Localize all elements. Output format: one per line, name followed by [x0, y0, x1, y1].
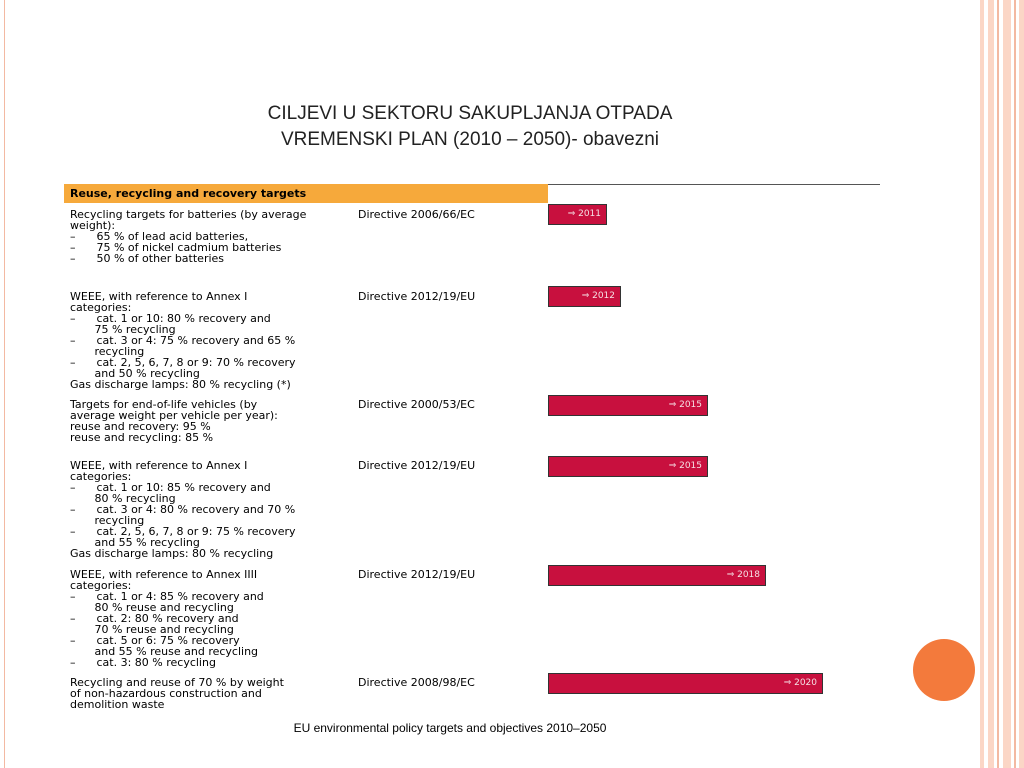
right-stripe	[980, 0, 984, 768]
right-stripe	[988, 0, 994, 768]
left-border-line	[4, 0, 5, 768]
row-target-text: WEEE, with reference to Annex I categories: – cat. 1 or 10: 80 % recovery and 75 % recycling – cat. 3 or 4: 75 % recovery and 65 % recycling – cat. 2, 5, 6, 7, 8 or 9: 70 % recovery and 50 % recycling Gas discharge lamps: 80 % recycling (*)	[70, 290, 296, 391]
row-directive: Directive 2012/19/EU	[358, 290, 476, 303]
deadline-label: ⇒ 2011	[567, 209, 601, 219]
row-directive: Directive 2012/19/EU	[358, 459, 476, 472]
deadline-bar	[548, 456, 708, 477]
row-target-text: Targets for end-of-life vehicles (by average weight per vehicle per year): reuse and recovery: 95 % reuse and recycling: 85 %	[70, 398, 278, 444]
row-directive: Directive 2006/66/EC	[358, 208, 475, 221]
right-stripe	[1014, 0, 1016, 768]
table-header-label: Reuse, recycling and recovery targets	[70, 187, 307, 200]
deadline-label: ⇒ 2015	[668, 461, 702, 471]
slide-title-line2: VREMENSKI PLAN (2010 – 2050)- obavezni	[280, 129, 660, 150]
row-directive: Directive 2012/19/EU	[358, 568, 476, 581]
row-directive: Directive 2000/53/EC	[358, 398, 475, 411]
deadline-label: ⇒ 2018	[726, 570, 760, 580]
right-stripe	[1003, 0, 1011, 768]
targets-table	[64, 184, 880, 714]
deadline-bar	[548, 673, 823, 694]
deadline-bar	[548, 286, 621, 307]
deadline-bar	[548, 395, 708, 416]
decorative-circle	[913, 639, 975, 701]
slide-title-line1: CILJEVI U SEKTORU SAKUPLJANJA OTPADA	[267, 103, 673, 124]
right-stripe	[1019, 0, 1024, 768]
right-stripe	[997, 0, 999, 768]
header-rule	[548, 184, 880, 185]
row-target-text: Recycling and reuse of 70 % by weight of non-hazardous construction and demolition waste	[70, 676, 284, 711]
deadline-label: ⇒ 2012	[581, 291, 615, 301]
row-target-text: Recycling targets for batteries (by average weight): – 65 % of lead acid batteries, – 75 % of nickel cadmium batteries – 50 % of other batteries	[70, 208, 307, 265]
deadline-bar	[548, 565, 766, 586]
row-directive: Directive 2008/98/EC	[358, 676, 475, 689]
deadline-bar	[548, 204, 607, 225]
row-target-text: WEEE, with reference to Annex IIII categories: – cat. 1 or 4: 85 % recovery and 80 % reuse and recycling – cat. 2: 80 % recovery and 70 % reuse and recycling – cat. 5 or 6: 75 % recovery and 55 % reuse and recycling – cat. 3: 80 % recycling	[70, 568, 264, 669]
deadline-label: ⇒ 2015	[668, 400, 702, 410]
deadline-label: ⇒ 2020	[783, 678, 817, 688]
slide-caption: EU environmental policy targets and objectives 2010–2050	[293, 721, 607, 735]
table-header-bar	[64, 184, 548, 203]
row-target-text: WEEE, with reference to Annex I categories: – cat. 1 or 10: 85 % recovery and 80 % recycling – cat. 3 or 4: 80 % recovery and 70 % recycling – cat. 2, 5, 6, 7, 8 or 9: 75 % recovery and 55 % recycling Gas discharge lamps: 80 % recycling	[70, 459, 296, 560]
